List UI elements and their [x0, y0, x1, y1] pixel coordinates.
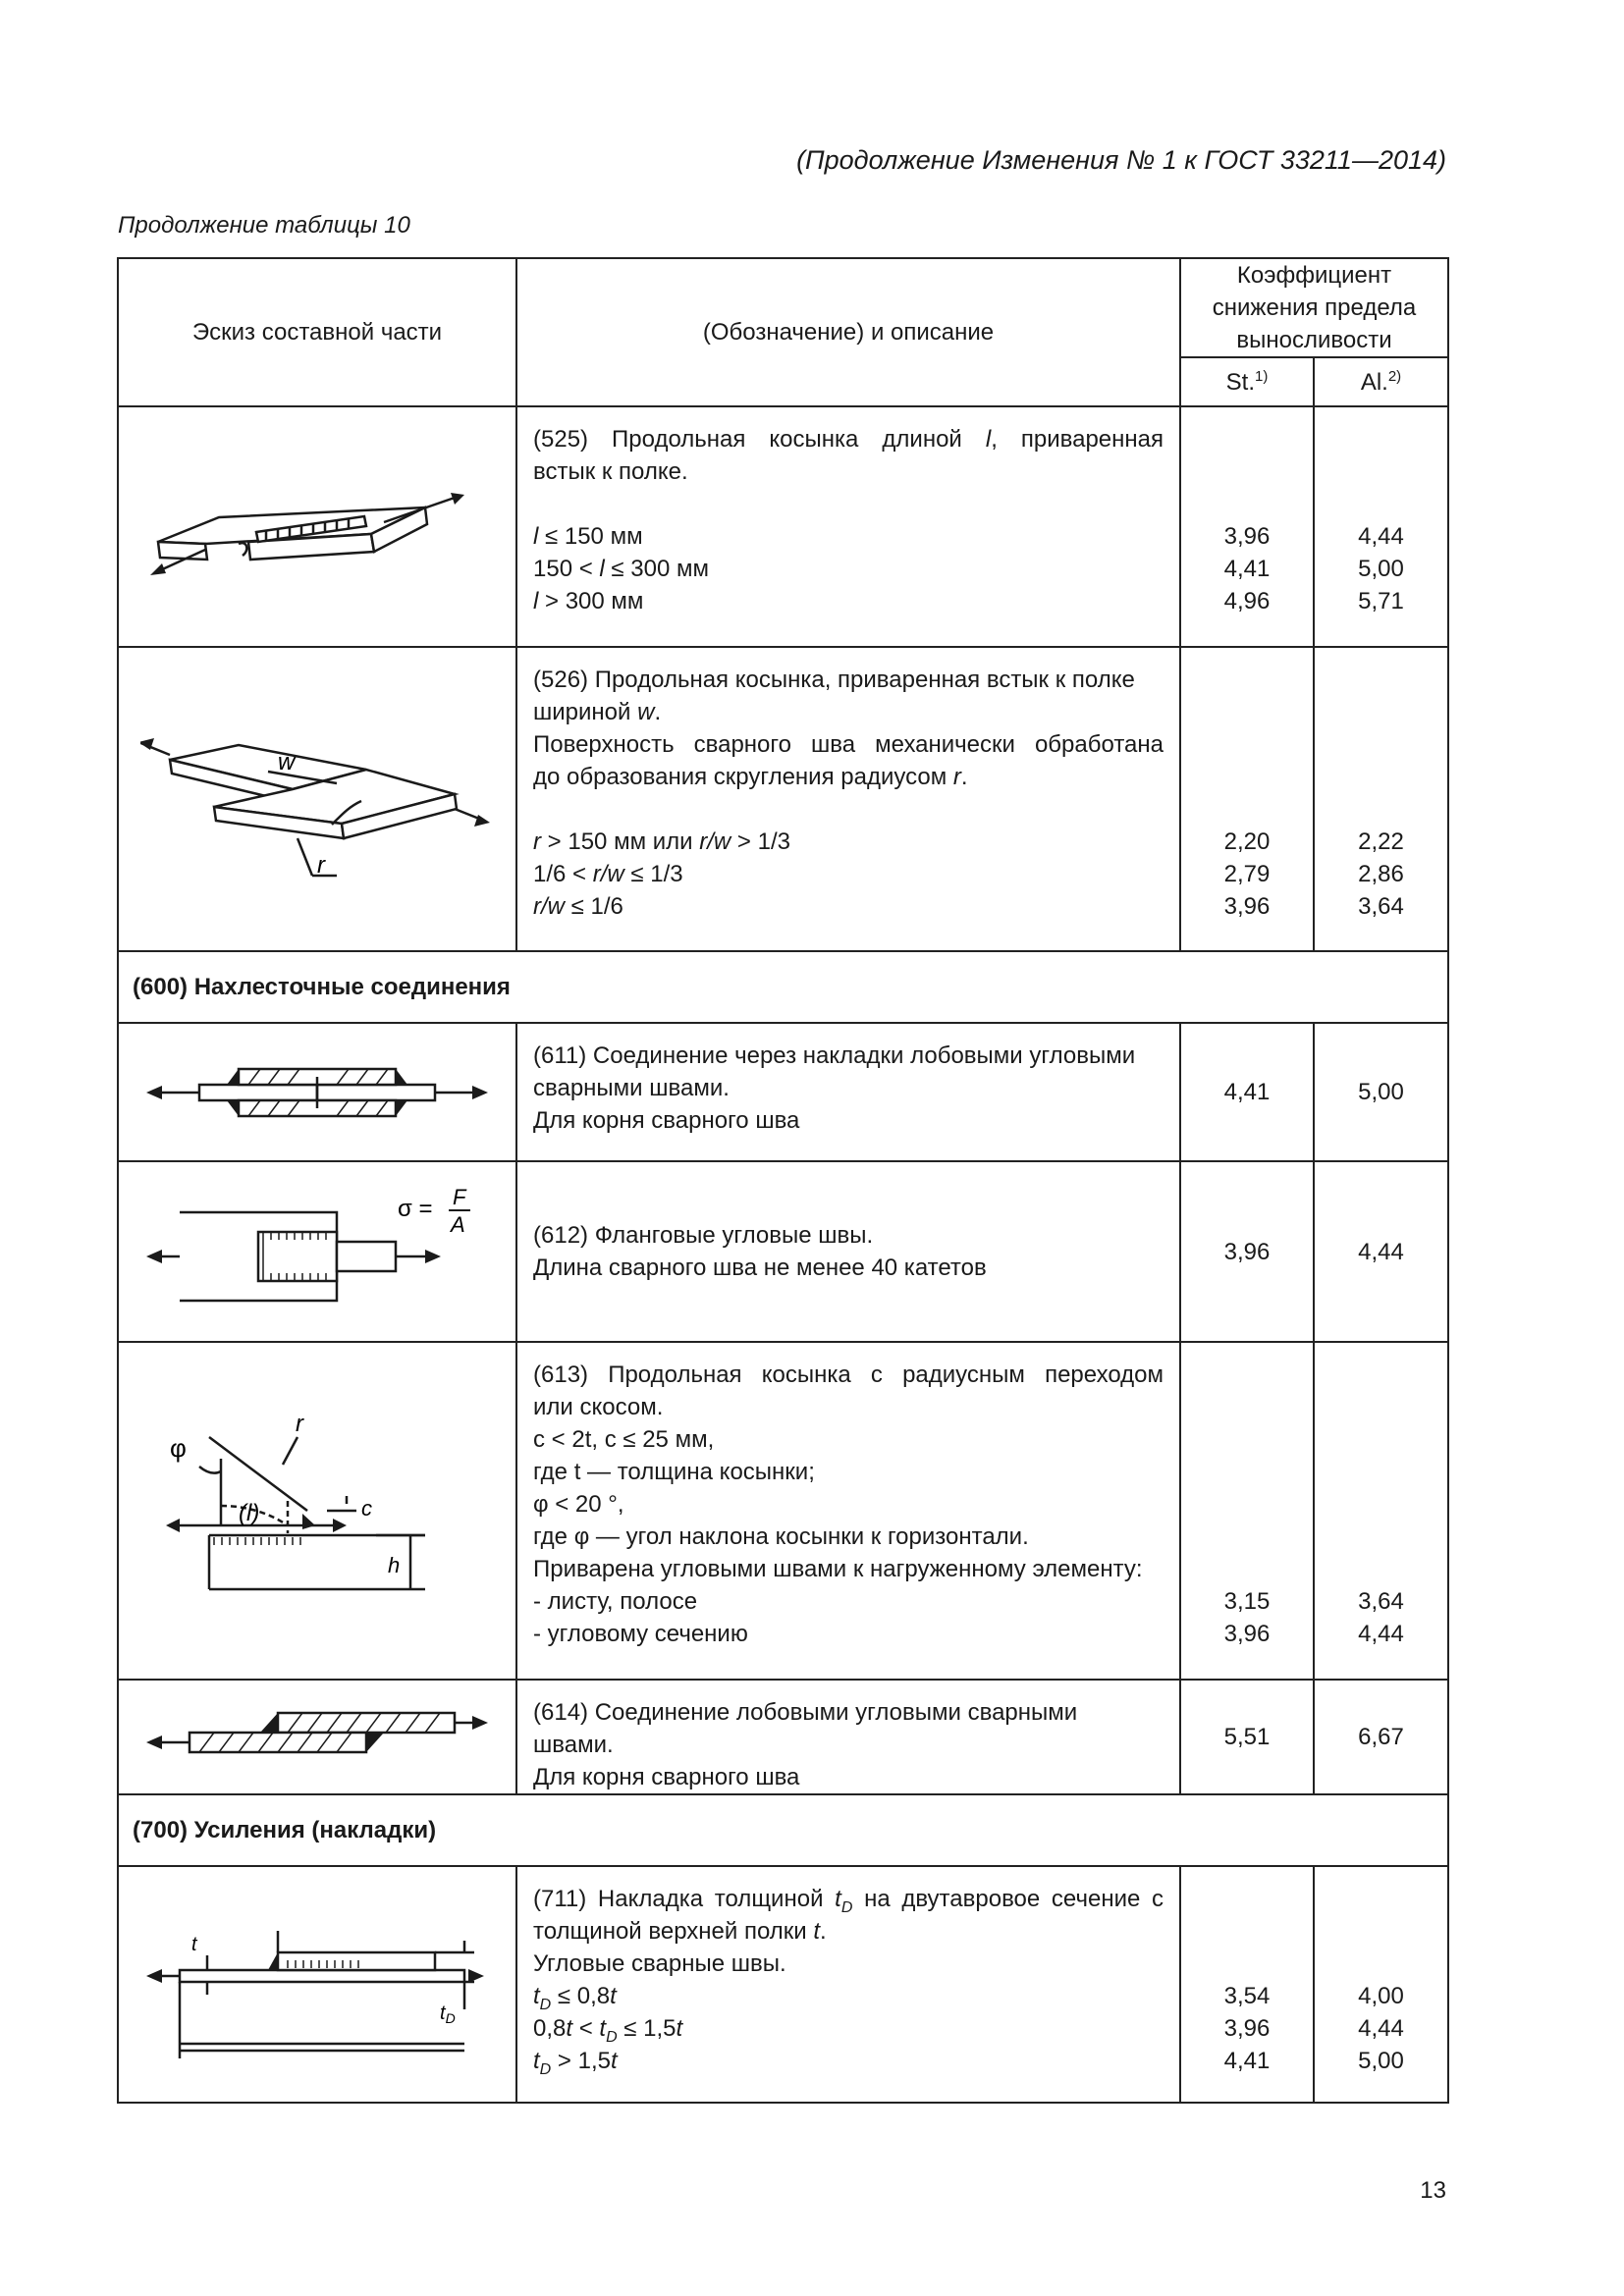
sketch-613 [118, 1342, 516, 1680]
page-number: 13 [1420, 2177, 1446, 2204]
al-value-612: 4,44 [1314, 1161, 1448, 1342]
description-711: (711) Накладка толщиной $t_D$ на двутавровое сечение с толщиной верхней полки t. Угловые сварные швы. $t_D \le 0,8t$ $0,8t < t_D \le 1,5t$ $t_D > 1,5t$ [516, 1866, 1180, 2103]
sketch-613-h: h [388, 1553, 401, 1577]
st-value-611: 4,41 [1180, 1023, 1314, 1161]
description-613: (613) Продольная косынка с радиусным переходом или скосом. c < 2t, c ≤ 25 мм, где t — толщина косынки; φ < 20 °, где φ — угол наклона косынки к горизонтали. Приварена угловыми швами к нагруженному элементу: - листу, полосе - угловому сечению [516, 1342, 1180, 1680]
fatigue-table [117, 257, 1449, 2104]
col-header-st: St.$^{1)}$ [1180, 357, 1314, 406]
running-title: (Продолжение Изменения № 1 к ГОСТ 33211—2014) [796, 145, 1446, 175]
sketch-526 [118, 647, 516, 951]
description-611: (611) Соединение через накладки лобовыми угловыми сварными швами. Для корня сварного шва [516, 1023, 1180, 1161]
sketch-711-tD: $t_D$ [440, 2002, 456, 2026]
sketch-613-phi: φ [170, 1433, 187, 1463]
table-row-525 [118, 406, 1448, 647]
st-value-614: 5,51 [1180, 1680, 1314, 1794]
st-values-526: 2,20 2,79 3,96 [1180, 647, 1314, 951]
sketch-525-drawing [140, 454, 494, 601]
st-values-711: 3,54 3,96 4,41 [1180, 1866, 1314, 2103]
al-values-526: 2,22 2,86 3,64 [1314, 647, 1448, 951]
sketch-613-c: c [361, 1496, 372, 1521]
section-600: (600) Нахлесточные соединения [118, 951, 1448, 1023]
sketch-612 [118, 1161, 516, 1342]
col-header-description: (Обозначение) и описание [516, 258, 1180, 406]
table-row-526 [118, 647, 1448, 951]
sketch-611-drawing [140, 1053, 494, 1132]
sketch-711-t: t [191, 1933, 197, 1955]
section-700: (700) Усиления (накладки) [118, 1794, 1448, 1866]
sketch-526-w-label: w [278, 749, 296, 775]
table-row-614 [118, 1680, 1448, 1794]
area-label: A [451, 1212, 465, 1237]
sketch-613-drawing [140, 1398, 494, 1624]
sketch-526-r-label: r [317, 852, 325, 879]
table-row-613 [118, 1342, 1448, 1680]
col-header-sketch: Эскиз составной части [118, 258, 516, 406]
force-label: F [453, 1185, 466, 1209]
sketch-611 [118, 1023, 516, 1161]
sketch-711-drawing [140, 1901, 494, 2068]
table-row-612 [118, 1161, 1448, 1342]
description-612: (612) Фланговые угловые швы. Длина сварного шва не менее 40 катетов [516, 1161, 1180, 1342]
sigma-label: σ = [398, 1196, 433, 1222]
sketch-614-drawing [140, 1703, 494, 1772]
table-caption: Продолжение таблицы 10 [118, 212, 410, 239]
col-header-coefficient: Коэффициент снижения предела выносливости [1180, 258, 1448, 357]
description-525: (525) Продольная косынка длиной l, приваренная встык к полке. l ≤ 150 мм 150 < l ≤ 300 мм l > 300 мм [516, 406, 1180, 647]
st-values-525: 3,96 4,41 4,96 [1180, 406, 1314, 647]
sketch-613-l: (l) [239, 1500, 260, 1526]
al-value-614: 6,67 [1314, 1680, 1448, 1794]
sketch-612-drawing [140, 1183, 494, 1320]
sketch-614 [118, 1680, 516, 1794]
sketch-526-drawing [140, 701, 494, 897]
st-values-613: 3,15 3,96 [1180, 1342, 1314, 1680]
col-header-al: Al.$^{2)}$ [1314, 357, 1448, 406]
al-values-613: 3,64 4,44 [1314, 1342, 1448, 1680]
description-526: (526) Продольная косынка, приваренная встык к полке шириной w. Поверхность сварного шва механически обработана до образования скругления радиусом r. r > 150 мм или r/w > 1/3 1/6 < r/w ≤ 1/3 r/w ≤ 1/6 [516, 647, 1180, 951]
al-values-711: 4,00 4,44 5,00 [1314, 1866, 1448, 2103]
sketch-613-r: r [296, 1411, 303, 1437]
st-value-612: 3,96 [1180, 1161, 1314, 1342]
table-row-711 [118, 1866, 1448, 2103]
sketch-525 [118, 406, 516, 647]
description-614: (614) Соединение лобовыми угловыми сварными швами. Для корня сварного шва [516, 1680, 1180, 1794]
table-row-611 [118, 1023, 1448, 1161]
al-value-611: 5,00 [1314, 1023, 1448, 1161]
al-values-525: 4,44 5,00 5,71 [1314, 406, 1448, 647]
sketch-711 [118, 1866, 516, 2103]
